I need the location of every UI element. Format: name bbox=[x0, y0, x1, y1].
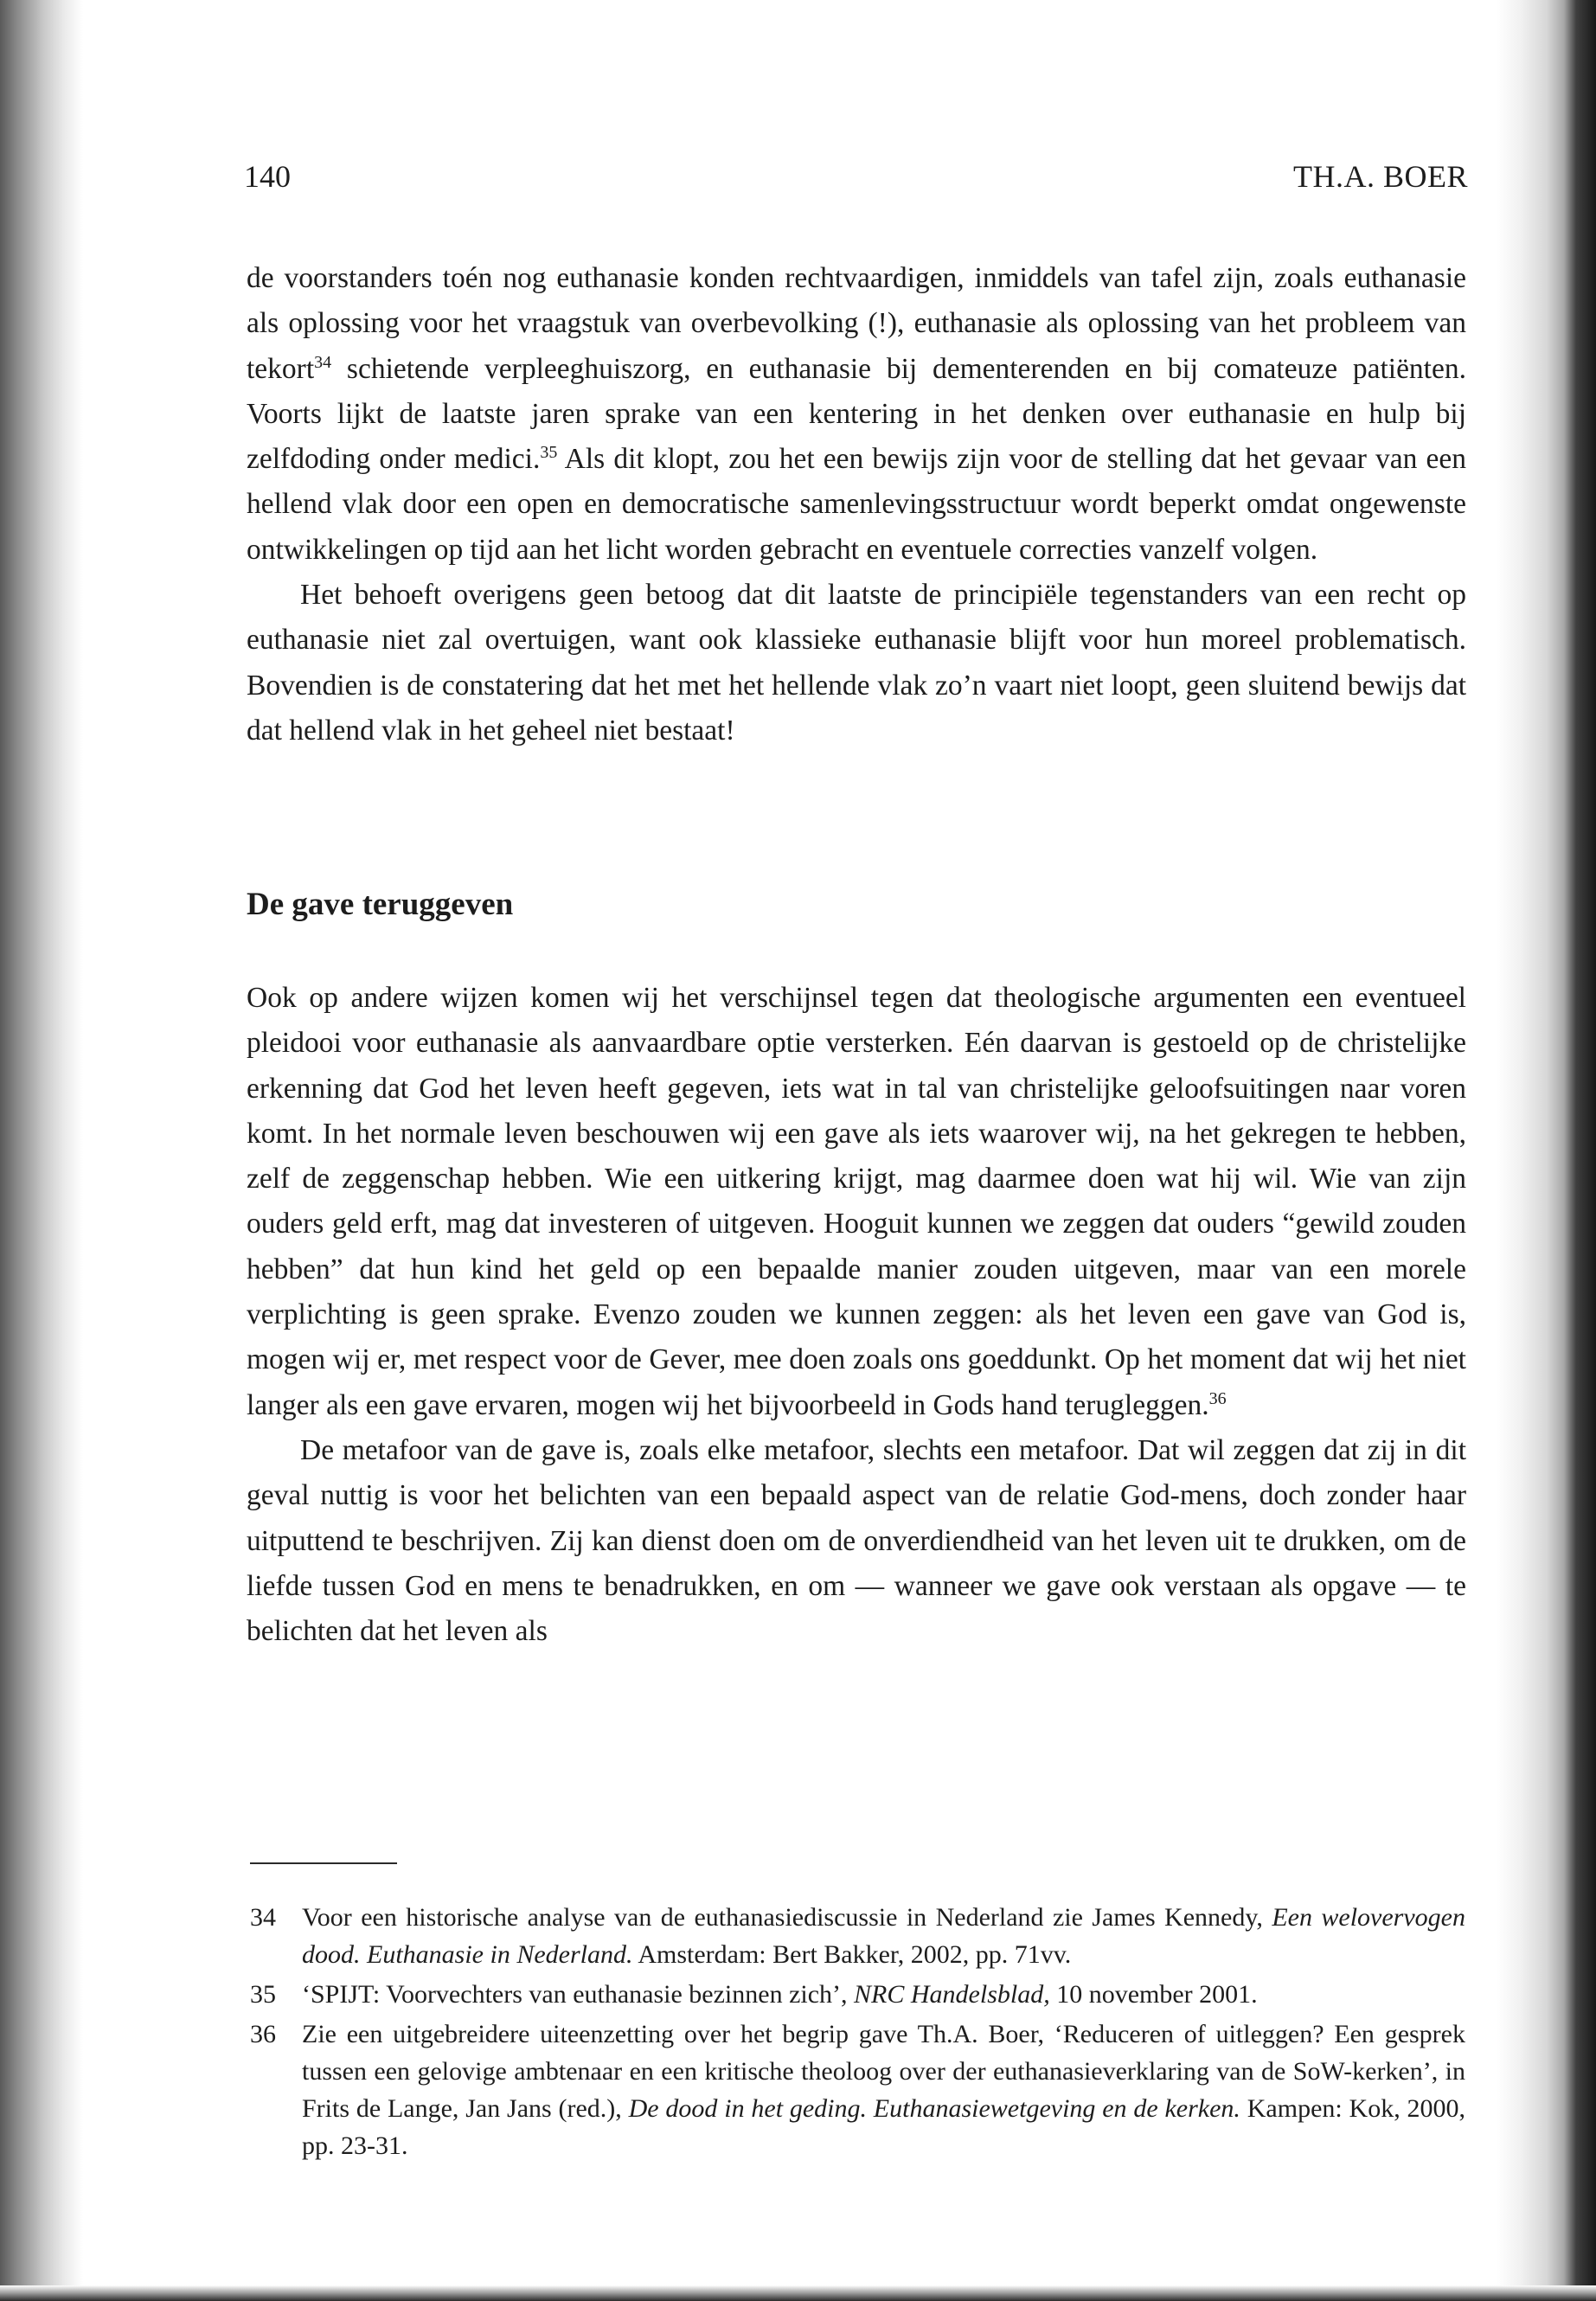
paragraph-continuation: de voorstanders toén nog euthanasie konden rechtvaardigen, inmiddels van tafel zijn, zoals euthanasie als oplossing voor het vraagstuk van overbevolking (!), euthanasie als oplossing van het probleem van tekort$^{34}$ schietende verpleeghuiszorg, en euthanasie bij dementerenden en bij comateuze patiënten. Voorts lijkt de laatste jaren sprake van een kentering in het denken over euthanasie en hulp bij zelfdoding onder medici.$^{35}$ Als dit klopt, zou het een bewijs zijn voor de stelling dat het gevaar van een hellend vlak door een open en democratische samenlevingsstructuur wordt beperkt omdat ongewenste ontwikkelingen op tijd aan het licht worden gebracht en eventuele correcties vanzelf volgen. bbox=[247, 262, 1466, 566]
footnote-divider bbox=[250, 1862, 397, 1864]
footnote-ref-34[interactable]: 34 bbox=[314, 352, 332, 372]
footnote-number: 35 bbox=[250, 1980, 276, 2009]
footnote-number: 34 bbox=[250, 1903, 276, 1932]
footnote-36: 36 Zie een uitgebreidere uiteenzetting over het begrip gave Th.A. Boer, ‘Reduceren of uitleggen? Een gesprek tussen een gelovige ambtenaar en een kritische theoloog over der euthanasieverklaring van de SoW-kerken’, in Frits de Lange, Jan Jans (red.), De dood in het geding. Euthanasiewetgeving en de kerken. Kampen: Kok, 2000, pp. 23-31. bbox=[250, 2016, 1465, 2164]
paragraph: Het behoeft overigens geen betoog dat dit laatste de principiële tegenstanders van een recht op euthanasie niet zal overtuigen, want ook klassieke euthanasie blijft voor hun moreel problematisch. Bovendien is de constatering dat het met het hellende vlak zo’n vaart niet loopt, geen sluitend bewijs dat dat hellend vlak in het geheel niet bestaat! bbox=[247, 579, 1466, 747]
body-text-top bbox=[247, 256, 1466, 753]
footnote-ref-35[interactable]: 35 bbox=[540, 443, 558, 463]
footnote-number: 36 bbox=[250, 2020, 276, 2048]
footnote-ref-36[interactable]: 36 bbox=[1208, 1388, 1227, 1408]
body-text-section bbox=[247, 976, 1466, 1654]
section-heading: De gave teruggeven bbox=[247, 887, 514, 922]
paragraph: De metafoor van de gave is, zoals elke metafoor, slechts een metafoor. Dat wil zeggen dat zij in dit geval nuttig is voor het belichten van een bepaald aspect van de relatie God-mens, doch zonder haar uitputtend te beschrijven. Zij kan dienst doen om de onverdiendheid van het leven uit te drukken, om de liefde tussen God en mens te benadrukken, en om — wanneer we gave ook verstaan als opgave — te belichten dat het leven als bbox=[247, 1433, 1466, 1648]
footnote-34: 34 Voor een historische analyse van de euthanasiediscussie in Nederland zie James Kennedy, Een welovervogen dood. Euthanasie in Nederland. Amsterdam: Bert Bakker, 2002, pp. 71vv. bbox=[250, 1899, 1465, 1973]
paragraph: Ook op andere wijzen komen wij het verschijnsel tegen dat theologische argumenten een eventueel pleidooi voor euthanasie als aanvaardbare optie versterken. Eén daarvan is gestoeld op de christelijke erkenning dat God het leven heeft gegeven, iets wat in tal van christelijke geloofsuitingen naar voren komt. In het normale leven beschouwen wij een gave als iets waarover wij, na het gekregen te hebben, zelf de zeggenschap hebben. Wie een uitkering krijgt, mag daarmee doen wat hij wil. Wie van zijn ouders geld erft, mag dat investeren of uitgeven. Hooguit kunnen we zeggen dat ouders “gewild zouden hebben” dat hun kind het geld op een bepaalde manier zouden uitgeven, maar van een morele verplichting is geen sprake. Evenzo zouden we kunnen zeggen: als het leven een gave van God is, mogen wij er, met respect voor de Gever, mee doen zoals ons goeddunkt. Op het moment dat wij het niet langer als een gave ervaren, mogen wij het bijvoorbeeld in Gods hand terugleggen.$^{36}$ bbox=[247, 982, 1466, 1421]
running-author: TH.A. BOER bbox=[1293, 159, 1468, 194]
page-number: 140 bbox=[244, 159, 291, 194]
footnotes bbox=[250, 1899, 1465, 2167]
footnote-35: 35 ‘SPIJT: Voorvechters van euthanasie bezinnen zich’, NRC Handelsblad, 10 november 2001. bbox=[250, 1976, 1465, 2013]
